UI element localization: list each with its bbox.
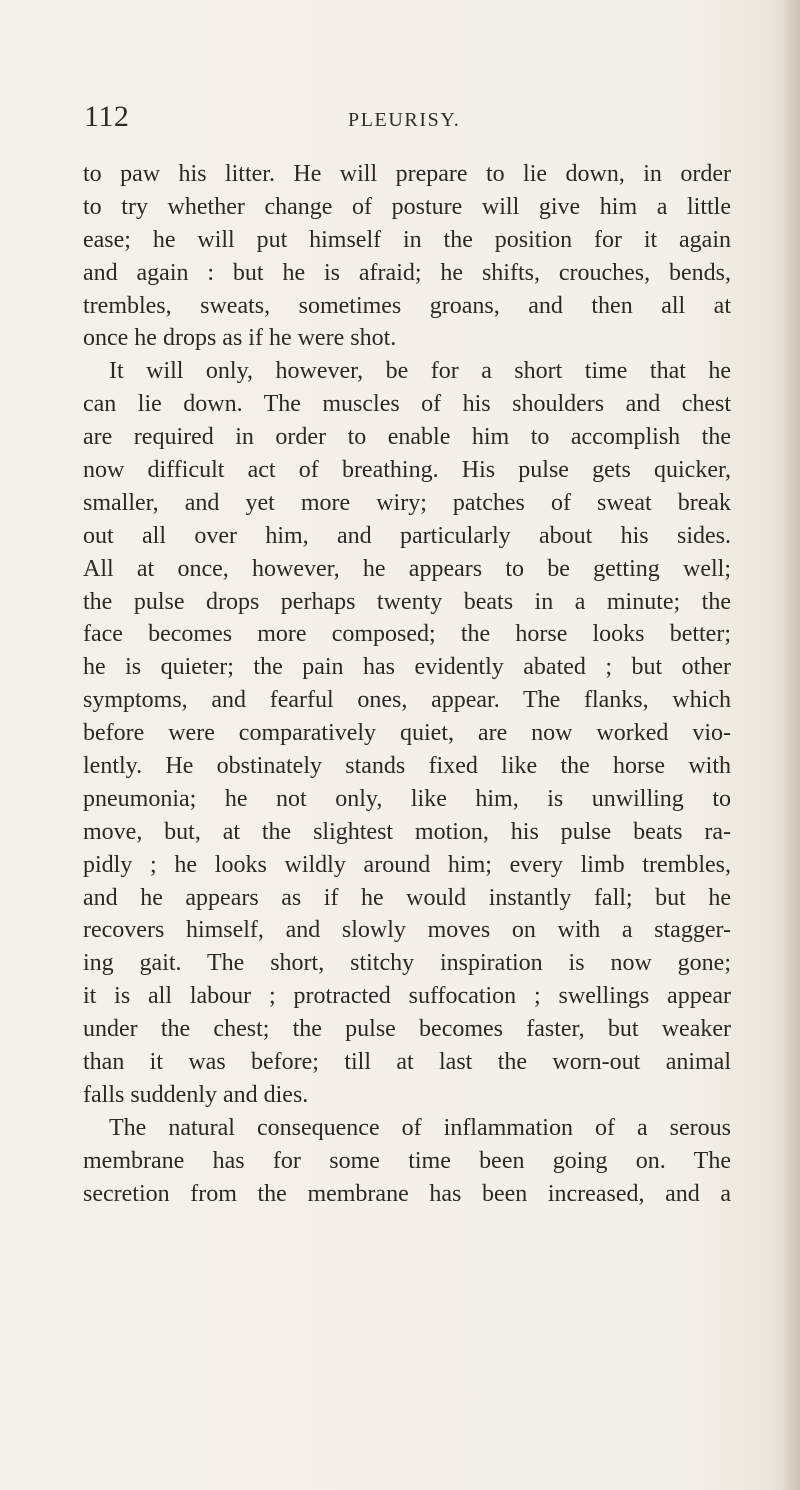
text-line: and he appears as if he would instantly fall; but he xyxy=(83,884,731,911)
page-number: 112 xyxy=(84,100,130,133)
text-line: he is quieter; the pain has evidently abated ; but other xyxy=(83,654,731,681)
text-line: ing gait. The short, stitchy inspiration is now gone; xyxy=(83,950,731,977)
text-line: and again : but he is afraid; he shifts, crouches, bends, xyxy=(83,259,731,286)
text-line: smaller, and yet more wiry; patches of sweat break xyxy=(83,489,731,516)
text-line: pneumonia; he not only, like him, is unwilling to xyxy=(83,785,731,812)
text-line: are required in order to enable him to accomplish the xyxy=(83,424,731,451)
text-line: before were comparatively quiet, are now worked vio- xyxy=(83,720,731,747)
text-line: membrane has for some time been going on. The xyxy=(83,1147,731,1174)
text-line: under the chest; the pulse becomes faster, but weaker xyxy=(83,1016,731,1043)
text-line: face becomes more composed; the horse looks better; xyxy=(83,621,731,648)
text-line: it is all labour ; protracted suffocation ; swellings appear xyxy=(83,983,731,1010)
text-line: move, but, at the slightest motion, his pulse beats ra- xyxy=(83,818,731,845)
text-line: It will only, however, be for a short time that he xyxy=(109,358,731,385)
text-line: All at once, however, he appears to be getting well; xyxy=(83,555,731,582)
text-line: The natural consequence of inflammation of a serous xyxy=(109,1114,731,1141)
text-line: secretion from the membrane has been increased, and a xyxy=(83,1180,731,1207)
body-text xyxy=(83,158,731,1211)
text-line: the pulse drops perhaps twenty beats in a minute; the xyxy=(83,588,731,615)
text-line: recovers himself, and slowly moves on with a stagger- xyxy=(83,917,731,944)
text-line: symptoms, and fearful ones, appear. The flanks, which xyxy=(83,687,731,714)
page-edge-shadow xyxy=(782,0,800,1490)
text-line: can lie down. The muscles of his shoulders and chest xyxy=(83,391,731,418)
text-line: than it was before; till at last the worn-out animal xyxy=(83,1049,731,1076)
running-head: PLEURISY. xyxy=(348,109,461,131)
page-header xyxy=(84,100,724,140)
text-line: out all over him, and particularly about his sides. xyxy=(83,522,731,549)
text-line: to try whether change of posture will give him a little xyxy=(83,193,731,220)
text-line: pidly ; he looks wildly around him; every limb trembles, xyxy=(83,851,731,878)
text-line: to paw his litter. He will prepare to lie down, in order xyxy=(83,161,731,187)
text-line: lently. He obstinately stands fixed like the horse with xyxy=(83,753,731,780)
text-line: ease; he will put himself in the position for it again xyxy=(83,226,731,253)
text-line: now difficult act of breathing. His pulse gets quicker, xyxy=(83,457,731,484)
text-line: once he drops as if he were shot. xyxy=(83,325,397,352)
text-line: falls suddenly and dies. xyxy=(83,1081,309,1108)
text-line: trembles, sweats, sometimes groans, and then all at xyxy=(83,292,731,319)
